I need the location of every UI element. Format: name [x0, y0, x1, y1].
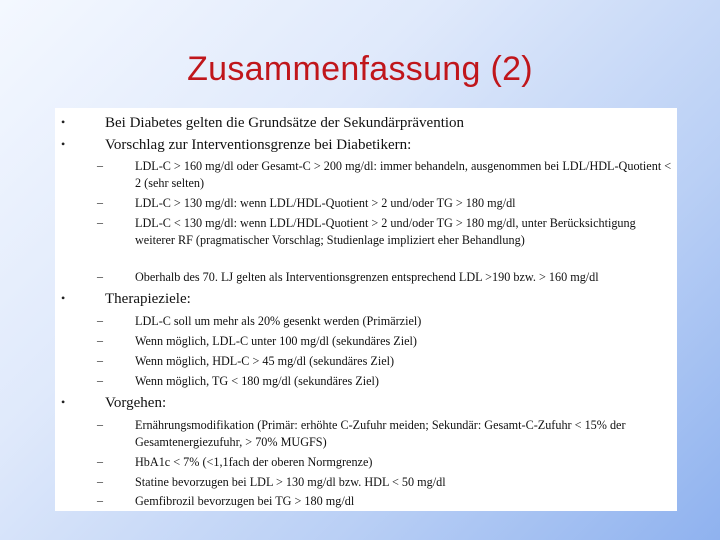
- dash-marker: –: [97, 313, 103, 327]
- content-panel: [55, 108, 677, 511]
- bullet-text: Vorschlag zur Interventionsgrenze bei Diabetikern:: [105, 137, 412, 153]
- sub-text: LDL-C soll um mehr als 20% gesenkt werden (Primärziel): [135, 314, 422, 328]
- dash-marker: –: [97, 158, 103, 172]
- sub-text: Statine bevorzugen bei LDL > 130 mg/dl bzw. HDL < 50 mg/dl: [135, 475, 446, 489]
- sub-text: Wenn möglich, TG < 180 mg/dl (sekundäres Ziel): [135, 374, 379, 388]
- slide-title: Zusammenfassung (2): [187, 50, 533, 88]
- dash-marker: –: [97, 454, 103, 468]
- dash-marker: –: [97, 474, 103, 488]
- dash-marker: –: [97, 373, 103, 387]
- bullet-marker: •: [61, 291, 66, 305]
- sub-text: HbA1c < 7% (<1,1fach der oberen Normgrenze): [135, 455, 373, 469]
- sub-text: Wenn möglich, HDL-C > 45 mg/dl (sekundäres Ziel): [135, 354, 395, 368]
- sub-text: LDL-C > 130 mg/dl: wenn LDL/HDL-Quotient > 2 und/oder TG > 180 mg/dl: [135, 196, 516, 210]
- sub-text: Wenn möglich, LDL-C unter 100 mg/dl (sekundäres Ziel): [135, 334, 417, 348]
- bullet-text: Bei Diabetes gelten die Grundsätze der Sekundärprävention: [105, 115, 465, 131]
- bullet-marker: •: [61, 115, 66, 129]
- dash-marker: –: [97, 269, 103, 283]
- dash-marker: –: [97, 333, 103, 347]
- bullet-text: Therapieziele:: [105, 291, 191, 307]
- sub-text: Gemfibrozil bevorzugen bei TG > 180 mg/dl: [135, 494, 355, 508]
- bullet-text: Vorgehen:: [105, 395, 167, 411]
- dash-marker: –: [97, 417, 103, 431]
- sub-text: Oberhalb des 70. LJ gelten als Interventionsgrenzen entsprechend LDL >190 bzw. > 160 mg/dl: [135, 270, 599, 284]
- bullet-marker: •: [61, 395, 66, 409]
- dash-marker: –: [97, 215, 103, 229]
- dash-marker: –: [97, 195, 103, 209]
- sub-text: Ernährungsmodifikation (Primär: erhöhte C-Zufuhr meiden; Sekundär: Gesamt-C-Zufuhr < 15% der Gesamtenergiezufuhr, > 70% MUGFS): [135, 418, 626, 449]
- bullet-marker: •: [61, 137, 66, 151]
- sub-text: LDL-C < 130 mg/dl: wenn LDL/HDL-Quotient > 2 und/oder TG > 180 mg/dl, unter Berücksichtigung weiterer RF (pragmatischer Vorschlag; Studienlage impliziert eher Behandlung): [135, 216, 636, 247]
- dash-marker: –: [97, 493, 103, 507]
- dash-marker: –: [97, 353, 103, 367]
- sub-text: LDL-C > 160 mg/dl oder Gesamt-C > 200 mg/dl: immer behandeln, ausgenommen bei LDL/HDL-Quotient < 2 (sehr selten): [135, 159, 672, 190]
